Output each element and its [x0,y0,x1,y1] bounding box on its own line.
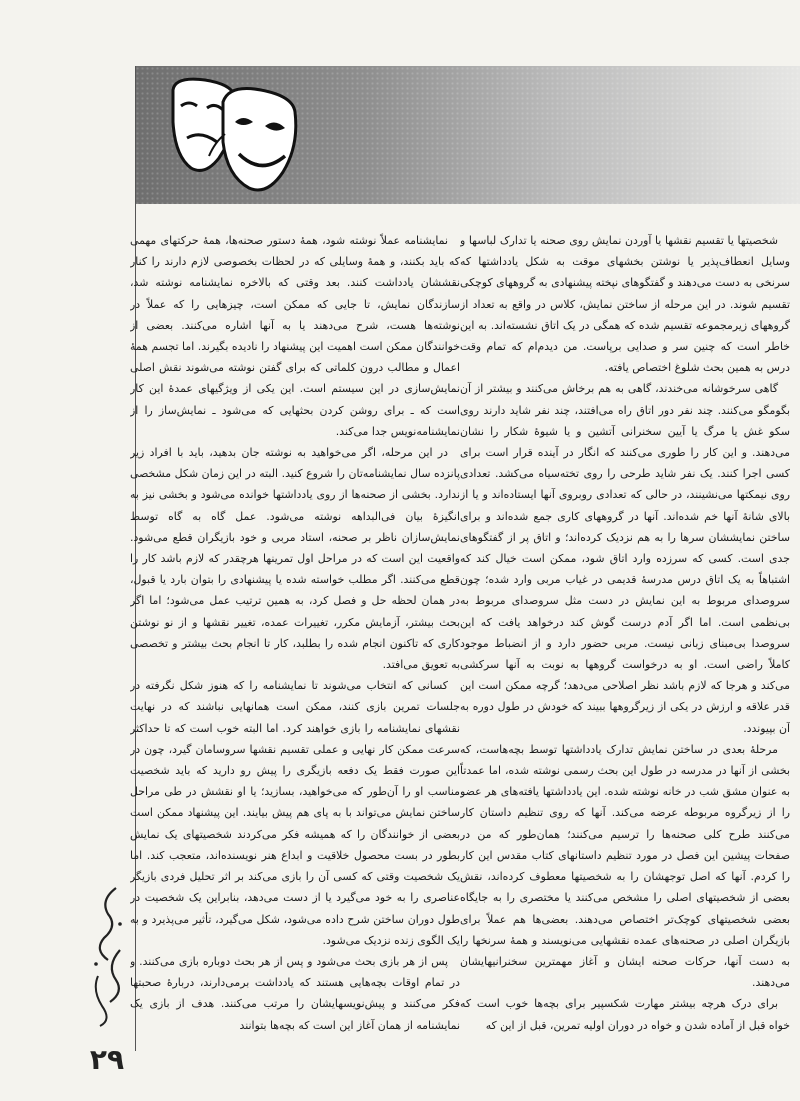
paragraph: شخصیتها یا تقسیم نقشها یا آوردن نمایش روی صحنه یا تدارک لباسها و وسایل انعطاف‌پذیر یا نوشتن بخشهای موقت به شکل یادداشتها که سرنخی به دست می‌دهند و گفتگوهای نپخته پیشنهادی به گروههای کوچکی تقسیم شوند. در این مرحله از ساختن نمایش، کلاس در واقع به تعداد از گروههای زیرمجموعه تقسیم شده که همگی در یک اتاق نشسته‌اند. به این خاطر است که چنین سر و صدایی برپاست. من دیدم‌ام که تمام وقت درس به همین بحث شلوغ اختصاص یافته. [460,234,790,375]
paragraph: برای درک هرچه بیشتر مهارت شکسپیر برای بچه‌ها خوب است که خواه قبل از آماده شدن و خواه در دوران اولیه تمرین، قبل از این که [460,997,790,1032]
page-number: ۲۹ [89,1043,125,1076]
kerman-signature-logo [86,880,130,1030]
article-column-left [130,230,460,1050]
paragraph: نمایشنامه عملاً نوشته شود، همهٔ دستور صحنه‌ها، همهٔ حرکتهای مهمی که باید بکنند، و همهٔ وسایلی که در لحظات بخصوصی لازم دارند را کنار نقششان یادداشت کنند. بعد وقتی که بالاخره نمایشنامه نوشته شد، سازندگان نمایش، تا جایی که ممکن است، چیزهایی را که عملاً در نوشته‌ها هست، شرح می‌دهند یا به آنها اشاره می‌کنند. بعضی از خوانندگان ممکن است اهمیت این پیشنهاد را نادیده بگیرند. اما تجسم همهٔ اعمال و مطالب درون کلماتی که برای گفتن نوشته می‌شوند نقش اصلی نمایش‌سازی در این سیستم است. این یکی از ویژگیهای عمدهٔ این کار است که ـ برای روشن کردن بحثهایی که می‌شود ـ نمایش‌ساز را از نمایشنامه‌نویس جدا می‌کند. [130,234,460,438]
paragraph: گاهی سرخوشانه می‌خندند، گاهی به هم برخاش می‌کنند و بیشتر از آن بگومگو می‌کنند. چند نفر دور اتاق راه می‌افتند، چند نفر شاید دارند روی سکو غش یا مرگ یا آیین سخنرانی آتشین و یا شیوهٔ شکار را نشان می‌دهند. و این کار را طوری می‌کنند که انگار در آینده قرار است برای کسی اجرا کنند. یک نفر شاید طرحی را روی تخته‌سیاه می‌کشد. تعدادی روی نیمکتها می‌نشینند، در حالی که تعدادی روبروی آنها ایستاده‌اند و یا از بالای شانهٔ آنها خم شده‌اند. آنها در گروههای کاری جمع شده‌اند و برای ساختن نمایششان سرها را به هم نزدیک کرده‌اند؛ و اتاق پر از گفتگوهای جدی است. کسی که سرزده وارد اتاق شود، ممکن است خیال کند که اشتباهاً به یک اتاق درس مدرسهٔ قدیمی در غیاب مربی وارد شده؛ چون سروصدای مربوط به این نمایش در دست مثل سروصدای مربوط به بی‌نظمی است. اما اگر آدم درست گوش کند درخواهد یافت که این سروصدا بی‌مبنای زبانی نیست. مربی حضور دارد و از انضباط موجود کاملاً راضی است. او به درخواست گروهها به نوبت به آنها سرکشی می‌کند و هرجا که لازم باشد نظر اصلاحی می‌دهد؛ گرچه ممکن است این قدر علاقه و ارزش در یکی از زیرگروهها ببیند که خودش در طول دوره به آن بپیوندد. [460,382,790,735]
theatre-masks-illustration [165,72,305,200]
paragraph: مرحلهٔ بعدی در ساختن نمایش تدارک یادداشتها توسط بچه‌هاست، که بخشی از آنها در مدرسه در طول این بحث رسمی نوشته شده، اما عمدتاً به عنوان مشق شب در خانه نوشته شده. این یادداشتها یافته‌های هر عضو را از زیرگروه مربوطه عرضه می‌کند. آنها که روی تنظیم داستان کار می‌کنند طرح کلی صحنه‌ها را ترسیم می‌کنند؛ همان‌طور که من در صفحات پیشین این فصل در مورد تنظیم داستانهای کتاب مقدس این کار را کردم. آنها که اصل توجهشان را به شخصیتها معطوف کرده‌اند، نقش بعضی از شخصیتهای اصلی را مشخص می‌کنند یا مختصری را به جایگاه بعضی شخصیتهای کوچک‌تر اختصاص می‌دهند. بعضی‌ها هم عملاً برای بازیگران اصلی در صحنه‌های عمده نقشهایی می‌نویسند و همهٔ سرنخها را به دست آنها، حرکات صحنه ایشان و آغاز مهمترین سخنرانیهایشان می‌دهند. [460,742,790,990]
paragraph: پس از هر بازی بحث می‌شود و پس از هر بحث دوباره بازی می‌کنند. و در تمام اوقات بچه‌هایی هستند که یادداشت برمی‌دارند، دربارهٔ صحبتها فکر می‌کنند و پیش‌نویسهایشان را مرتب می‌کنند. هدف از بازی یک نمایشنامه از همان آغاز این است که بچه‌ها بتوانند [130,954,460,1032]
article-column-right [460,230,790,1050]
paragraph: در این مرحله، اگر می‌خواهید به نوشته جان بدهید، باید با افراد زیر پانزده سال نمایشنامه‌تان را شروع کنید. البته در این زمان شکل مشخصی ندارد. بخشی از صحنه‌ها از روی یادداشتها خوانده می‌شود و بخشی نیز به انگیزهٔ بیان فی‌البداهه نوشته می‌شود. عمل گاه به گاه توسط نمایش‌سازان ناظر بر صحنه، استاد مربی و خود بازیگران قطع می‌شود. واقعیت این است که در مراحل اول تمرینها هرچقدر که لازم باشد کار را قطع می‌کنند. اگر مطلب خواسته شده یا پیشنهادی را بتوان بارد یا قبول، در همان لحظه حل و فصل کرد، به همین ترتیب عمل می‌شود؛ اما اگر بحث بیشتر، آزمایش مکرر، تغییرات عمده، تغییر نقشها و از نو نوشتن کاری که تاکنون انجام شده را بطلبد، کار تا انجام بحث بیشتر و تخصصی به تعویق می‌افتد. [130,446,460,672]
paragraph: کسانی که انتخاب می‌شوند تا نمایشنامه را که هنوز شکل نگرفته در جلسات تمرین بازی کنند، ممکن است همانهایی نباشند که در نهایت نقشهای نمایشنامه را بازی خواهند کرد. اما البته خوب است که تا حداکثر سرعت ممکن کار نهایی و عملی تقسیم نقشها سروسامان گیرد، چون در این صورت فقط یک دفعه بازیگری را پیش رو دارید که باید شخصیت مناسب او را آن‌طور که می‌خواهید، بسازید؛ یا او نقشش در طی مراحل ساختن نمایش می‌تواند با به پای هم پیش بیایند. این پیشنهاد ممکن است بعضی از خوانندگان را که همیشه فکر می‌کردند شخصیتهای یک نمایش بطور در بست محصول خلاقیت و ابداع هنر نویسنده‌اند، متعجب کند. اما یک شخصیت وقتی که کسی آن را بازی می‌کند بر اثر تحلیل فردی بازیگر عناصری را به خود می‌گیرد یا از دست می‌دهد، بنابراین یک شخصیت در طول دوران ساختن شرح داده می‌شود، شکل می‌گیرد، تأثیر می‌پذیرد و به یک الگوی زنده نزدیک می‌شود. [130,679,460,947]
